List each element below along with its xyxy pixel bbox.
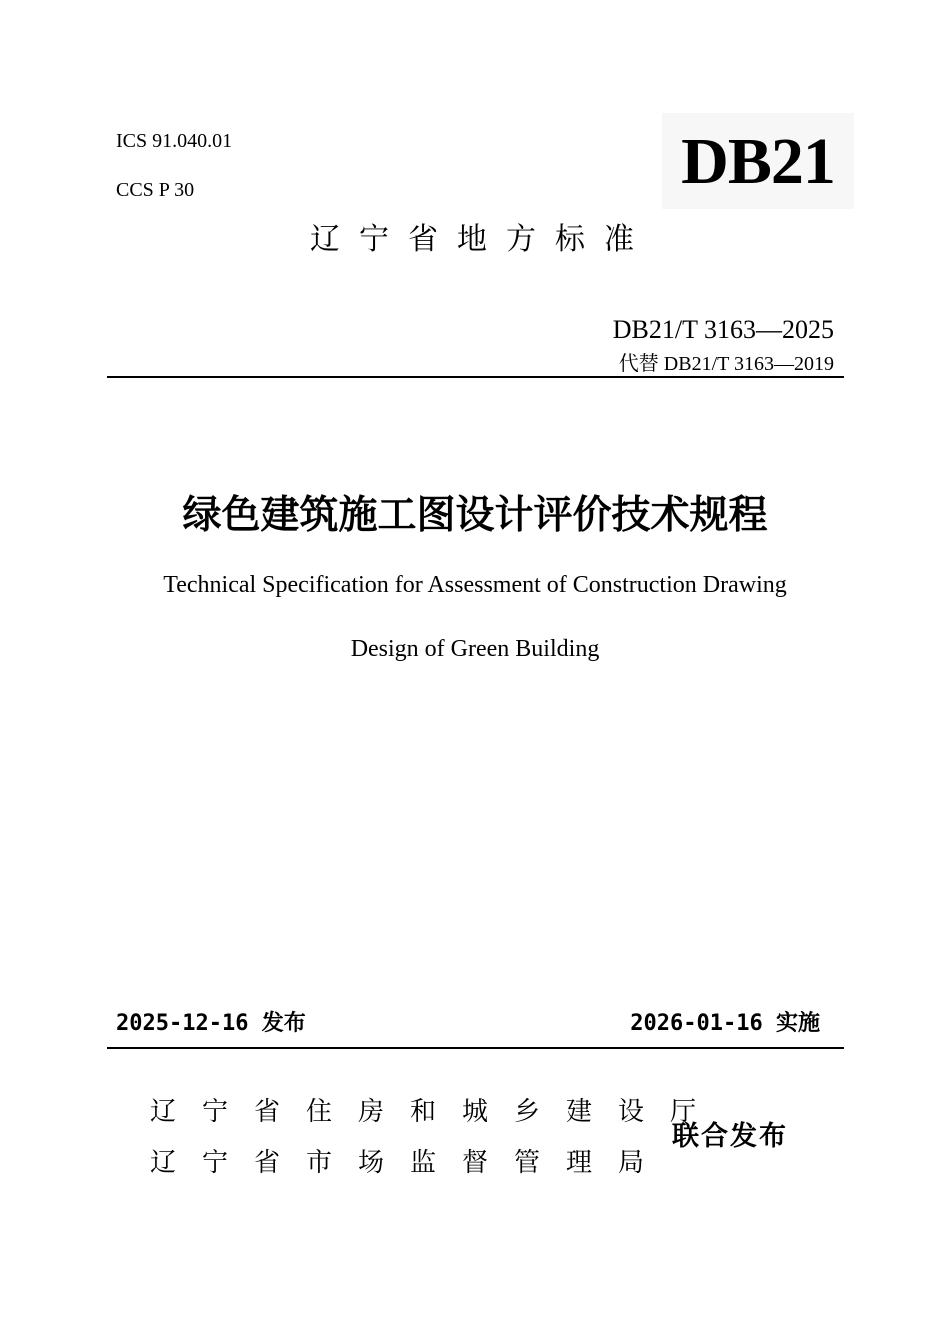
bottom-divider	[107, 1047, 844, 1049]
ccs-code: CCS P 30	[116, 179, 195, 201]
document-title-chinese: 绿色建筑施工图设计评价技术规程	[182, 493, 768, 538]
document-title-english-line2: Design of Green Building	[350, 636, 600, 662]
db21-logo: DB21	[681, 125, 835, 198]
document-title-english-line1: Technical Specification for Assessment of Construction Drawing	[163, 572, 787, 598]
issuer-market-regulation: 辽宁省市场监督管理局	[150, 1148, 671, 1178]
standard-number: DB21/T 3163—2025	[612, 315, 834, 344]
joint-issue-label: 联合发布	[672, 1121, 788, 1152]
top-divider	[107, 376, 844, 378]
standard-type-heading: 辽宁省地方标准	[310, 222, 653, 257]
ics-code: ICS 91.040.01	[116, 130, 233, 152]
replaces-standard: 代替 DB21/T 3163—2019	[618, 353, 834, 375]
publish-date: 2025-12-16 发布	[116, 1011, 306, 1036]
implementation-date: 2026-01-16 实施	[630, 1011, 820, 1036]
issuer-housing-department: 辽宁省住房和城乡建设厅	[150, 1097, 723, 1127]
